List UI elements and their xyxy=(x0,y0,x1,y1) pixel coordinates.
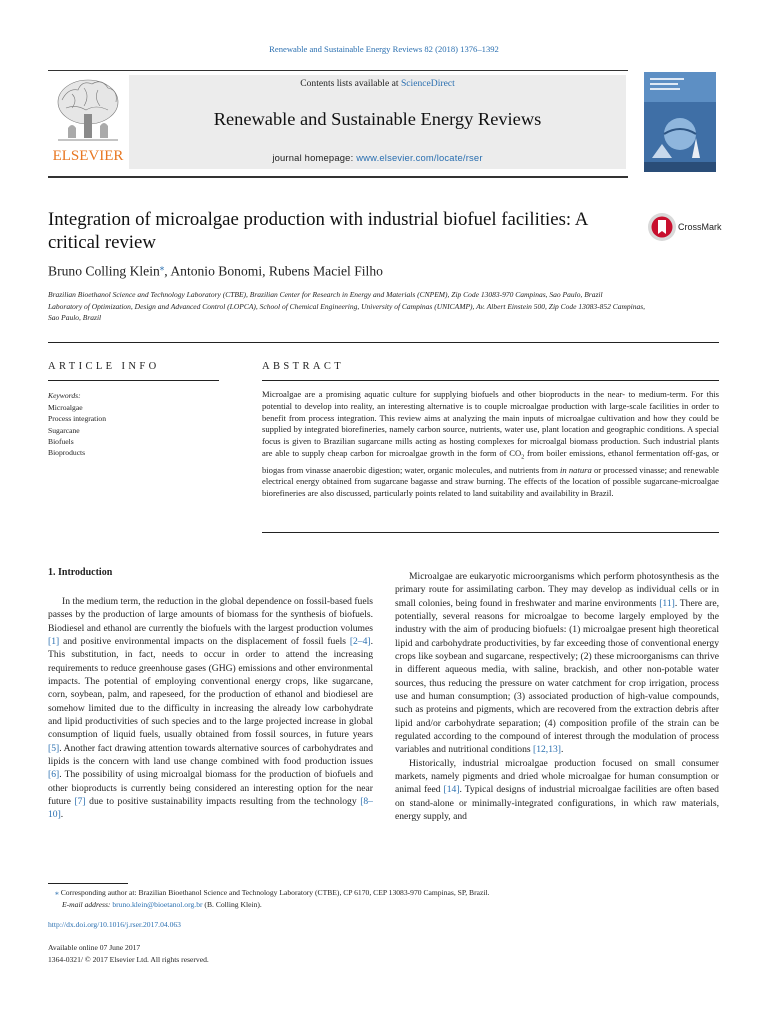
keywords-label: Keywords: xyxy=(48,391,81,400)
citation-link[interactable]: [5] xyxy=(48,742,60,754)
body-text: . Another fact drawing attention towards alternative sources of carbohydrates and lipids is the concern with land use change combined with food production issues xyxy=(48,742,373,767)
citation-link[interactable]: [11] xyxy=(659,597,675,609)
affiliations xyxy=(48,289,648,324)
contents-availability xyxy=(129,78,626,89)
abstract-part: or processed vinasse; and renewable electrical energy obtained from sugarcane bagasse and straw burning. The effects of the location of possible sugarcane-microalgae biorefineries are also discussed, particularly points related to land suitability and availability in Brazil. xyxy=(262,464,719,499)
body-text: Historically, industrial microalgae production focused on small consumer markets, namely pigments and dried whole microalgae for human consumption or animal feed xyxy=(395,757,719,796)
citation-link[interactable]: [6] xyxy=(48,769,60,781)
body-text: and positive environmental impacts on the displacement of fossil fuels xyxy=(59,635,350,647)
citation-link[interactable]: [8–10] xyxy=(48,795,373,821)
header-bottom-rule xyxy=(48,176,628,178)
abstract-text xyxy=(262,389,719,500)
abstract-part: from boiler emissions, ethanol fermentation off-gas, or biogas from vinasse anaerobic digestion; water, organic molecules, and nutrients from xyxy=(262,447,719,475)
co2-subscript: 2 xyxy=(521,454,525,461)
elsevier-wordmark: ELSEVIER xyxy=(52,148,124,164)
corresponding-author-footnote xyxy=(48,887,490,910)
section-heading-introduction: 1. Introduction xyxy=(48,567,113,578)
abstract-rule xyxy=(262,380,719,381)
co-authors: , Antonio Bonomi, Rubens Maciel Filho xyxy=(164,263,383,279)
citation-link[interactable]: [1] xyxy=(48,635,60,647)
journal-cover-thumbnail[interactable] xyxy=(640,72,720,172)
author-name[interactable]: Bruno Colling Klein xyxy=(48,263,160,279)
body-text: . xyxy=(60,809,64,821)
homepage-link[interactable]: www.elsevier.com/locate/rser xyxy=(356,152,483,163)
citation-link[interactable]: [14] xyxy=(443,784,460,796)
body-text: Microalgae are eukaryotic microorganisms which perform photosynthesis as the primary route for assimilating carbon. They may develop as individual cells or in small colonies, being found in freshwater and marine environments xyxy=(395,571,719,609)
keyword-item: Process integration xyxy=(48,414,106,424)
keyword-item: Microalgae xyxy=(48,403,83,412)
abstract-part: Microalgae are a promising aquatic culture for supplying biofuels and other bioproducts in the near- to medium-term. For this potential to develop into reality, an interesting alternative is to couple microalgae production with large-scale facilities in order to benefit from process integration. This review aims at analyzing the main inputs of microalgae cultivation and how they could be supplied by integrated biorefineries, namely carbon source, nutrients, water use, plant location and geographic conditions. A special focus is given to Brazilian sugarcane mills acting as hosting complexes for microalgal biomass production. Such industrial plants are able to supply cheap carbon for microalgae growth in the form of CO xyxy=(262,389,719,458)
issn-copyright: 1364-0321/ © 2017 Elsevier Ltd. All rights reserved. xyxy=(48,954,209,964)
keywords-list xyxy=(48,402,106,458)
journal-citation[interactable]: Renewable and Sustainable Energy Reviews 82 (2018) 1376–1392 xyxy=(269,44,499,54)
footnote-rule xyxy=(48,883,128,884)
body-text: . The possibility of using microalgal biomass for the production of biofuels and other bioproducts is currently being considered an interesting option for the near future xyxy=(48,769,373,807)
footnote-text: Corresponding author at: Brazilian Bioethanol Science and Technology Laboratory (CTBE), CP 6170, CEP 13083-970 Campinas, SP, Brazil. xyxy=(58,888,490,897)
author-email-link[interactable]: bruno.klein@bioetanol.org.br xyxy=(112,899,203,909)
available-online-date: Available online 07 June 2017 xyxy=(48,943,141,952)
body-text: due to positive sustainability impacts resulting from the technology xyxy=(85,795,361,807)
affiliation-2: Laboratory of Optimization, Design and Advanced Control (LOPCA), School of Chemical Engineering, University of Campinas (UNICAMP), Av. Albert Einstein 500, Zip Code 13083-852 Campinas, Sao Paulo, Brazil xyxy=(48,301,646,322)
abstract-bottom-rule xyxy=(262,532,719,533)
doi-link[interactable]: http://dx.doi.org/10.1016/j.rser.2017.04.063 xyxy=(48,920,181,929)
publication-info xyxy=(48,942,209,965)
footnote-mark: ⁎ xyxy=(55,888,59,897)
keyword-item: Biofuels xyxy=(48,436,74,446)
contents-prefix: Contents lists available at xyxy=(300,78,401,89)
keyword-item: Bioproducts xyxy=(48,448,86,458)
corresponding-author-mark[interactable]: ⁎ xyxy=(159,262,165,272)
homepage-prefix: journal homepage: xyxy=(272,152,357,163)
article-info-heading: ARTICLE INFO xyxy=(48,361,160,372)
title-divider xyxy=(48,342,719,343)
body-text: . xyxy=(561,744,564,756)
citation-link[interactable]: [2–4] xyxy=(349,635,371,647)
elsevier-logo[interactable] xyxy=(48,72,128,164)
article-info-rule xyxy=(48,380,219,381)
email-label: E-mail address: xyxy=(62,899,111,909)
citation-link[interactable]: [7] xyxy=(74,795,86,807)
body-text: In the medium term, the reduction in the global dependence on fossil-based fuels passes by the production of large amounts of biomass for the synthesis of biofuels. Biodiesel and ethanol are currently the biofuels with the largest production volumes xyxy=(48,596,373,634)
intro-paragraph-2 xyxy=(395,570,719,757)
journal-title: Renewable and Sustainable Energy Reviews xyxy=(213,109,542,129)
article-title: Integration of microalgae production with industrial biofuel facilities: A critical review xyxy=(48,209,588,253)
crossmark-badge[interactable] xyxy=(647,212,727,242)
intro-paragraph-3 xyxy=(395,757,719,824)
body-text: . There are, potentially, several reasons for microalgae to become largely employed by the industry with the aim of producing biofuels: (1) microalgae present high theoretical lipid and carbohydrate productivities, by far exceeding those of conventional energy crops like soybean and sugarcane, respectively; (2) these microorganisms can thrive in different aqueous media, with saline, brackish, and other non-potable water sources, thus reducing the pressure on water catchment for crop irrigation, process use and human consumption; (3) associated production of high-value compounds, such as proteins and pigments, which are recovered from the extraction debris after lipid and/or carbohydrate separation; (4) composition profile of the strain can be regulated according to the compound of interest through the modulation of process variables and nutritional conditions xyxy=(395,597,720,756)
abstract-heading: ABSTRACT xyxy=(262,361,345,372)
abstract-italic: in natura xyxy=(560,464,592,475)
author-list xyxy=(48,262,383,280)
citation-link[interactable]: [12,13] xyxy=(533,744,561,756)
sciencedirect-link[interactable]: ScienceDirect xyxy=(400,78,455,89)
journal-cover-image xyxy=(640,72,720,172)
body-column-right xyxy=(395,570,719,823)
crossmark-label: CrossMark xyxy=(678,222,722,232)
elsevier-tree-icon xyxy=(48,72,128,164)
affiliation-1: Brazilian Bioethanol Science and Technology Laboratory (CTBE), Brazilian Center for Research in Energy and Materials (CNPEM), Zip Code 13083-970 Campinas, Sao Paulo, Brazil xyxy=(48,290,603,299)
keyword-item: Sugarcane xyxy=(48,425,80,435)
body-text: . This substitution, in fact, needs to occur in order to attend the increasing requirements to reduce greenhouse gases (GHG) emissions and other environmental impacts. The potential of employing conventional energy crops, like sugarcane, corn, soybean, palm, and rapeseed, for the production of ethanol and biodiesel are somehow limited due to the difficulty in increasing the already low carbohydrate and lipid productivities of such species and to the large projected increase in global consumption of liquid fuels, usually obtained from fossil sources, in future years xyxy=(48,635,373,741)
body-text: . Typical designs of industrial microalgae facilities are often based on stand-alone or minimally-integrated configurations, in which raw materials, energy supply, and xyxy=(395,784,719,822)
email-suffix: (B. Colling Klein). xyxy=(202,899,262,909)
journal-homepage xyxy=(129,152,626,163)
body-column-left xyxy=(48,595,373,822)
header-top-rule xyxy=(48,70,628,71)
crossmark-icon xyxy=(647,212,677,242)
intro-paragraph-1 xyxy=(48,595,373,822)
